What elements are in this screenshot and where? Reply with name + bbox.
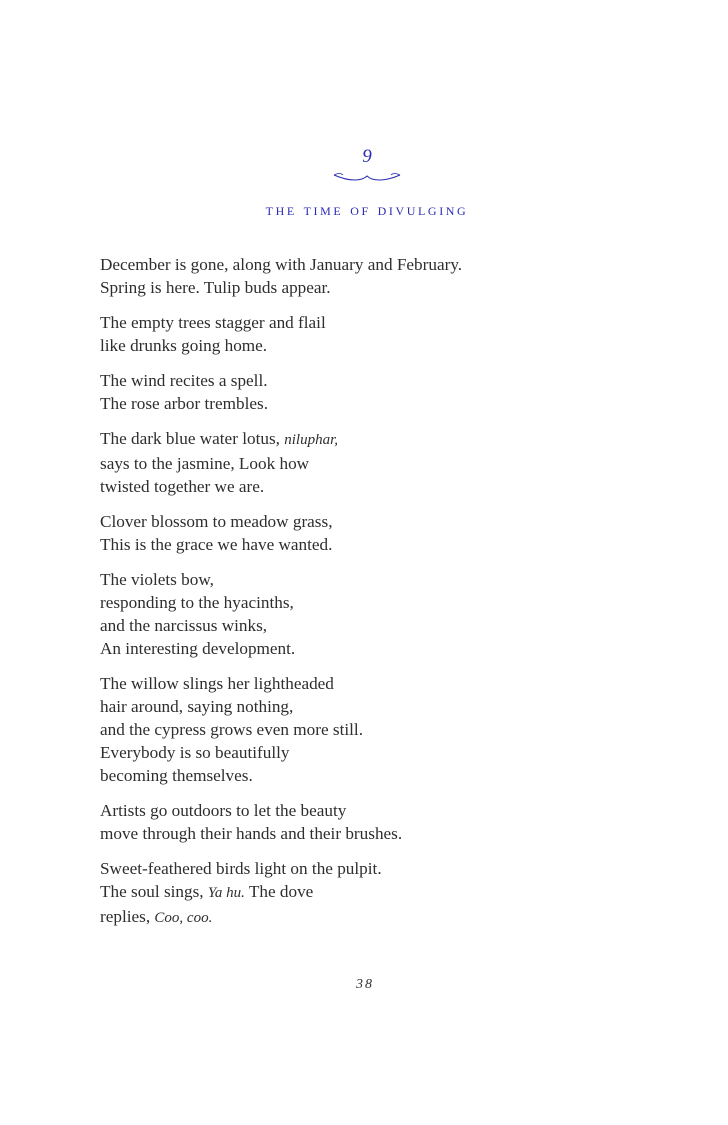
line-text: Sweet-feathered birds light on the pulpit. bbox=[100, 859, 382, 878]
poem-line bbox=[100, 392, 640, 415]
line-text: An interesting development. bbox=[100, 639, 296, 658]
line-text: The rose arbor trembles. bbox=[100, 394, 268, 413]
poem-line bbox=[100, 822, 640, 845]
line-text: becoming themselves. bbox=[100, 766, 253, 785]
stanza bbox=[100, 427, 640, 498]
line-italic-word: Coo, coo. bbox=[154, 910, 213, 926]
stanza bbox=[100, 510, 640, 556]
line-text: and the cypress grows even more still. bbox=[100, 720, 363, 739]
line-text: says to the jasmine, Look how bbox=[100, 454, 310, 473]
ornament-flourish-icon bbox=[332, 169, 402, 183]
poem-line bbox=[100, 591, 640, 614]
line-text: The soul sings, bbox=[100, 882, 208, 901]
poem-line bbox=[100, 614, 640, 637]
poem-line bbox=[100, 880, 640, 905]
poem-line bbox=[100, 253, 640, 276]
poem-line bbox=[100, 452, 640, 475]
line-text: December is gone, along with January and February. bbox=[100, 255, 463, 274]
poem-line bbox=[100, 672, 640, 695]
line-text: Artists go outdoors to let the beauty bbox=[100, 801, 347, 820]
poem-line bbox=[100, 718, 640, 741]
poem-line bbox=[100, 741, 640, 764]
line-text: responding to the hyacinths, bbox=[100, 593, 294, 612]
poem-line bbox=[100, 311, 640, 334]
line-italic-word: Ya hu. bbox=[207, 885, 245, 901]
page-number: 38 bbox=[356, 977, 374, 992]
stanza bbox=[100, 857, 640, 930]
poem-line bbox=[100, 799, 640, 822]
poem-line bbox=[100, 475, 640, 498]
line-text: replies, bbox=[100, 907, 155, 926]
line-text: The wind recites a spell. bbox=[100, 371, 268, 390]
line-text-after: The dove bbox=[244, 882, 314, 901]
poem-line bbox=[100, 764, 640, 787]
poem-line bbox=[100, 637, 640, 660]
poem-line bbox=[100, 695, 640, 718]
line-text: The willow slings her lightheaded bbox=[100, 674, 334, 693]
line-text: Spring is here. Tulip buds appear. bbox=[100, 278, 331, 297]
poem-line bbox=[100, 427, 640, 452]
stanza bbox=[100, 799, 640, 845]
poem-line bbox=[100, 510, 640, 533]
line-text: Clover blossom to meadow grass, bbox=[100, 512, 333, 531]
stanza bbox=[100, 253, 640, 299]
poem-line bbox=[100, 334, 640, 357]
chapter-title: the time of divulging bbox=[265, 200, 469, 219]
chapter-number: 9 bbox=[362, 146, 372, 167]
poem-line bbox=[100, 533, 640, 556]
stanza bbox=[100, 672, 640, 787]
line-text: Everybody is so beautifully bbox=[100, 743, 290, 762]
line-text: like drunks going home. bbox=[100, 336, 268, 355]
poem-body bbox=[100, 253, 640, 942]
stanza bbox=[100, 369, 640, 415]
stanza bbox=[100, 311, 640, 357]
line-text: The violets bow, bbox=[100, 570, 214, 589]
line-text: The empty trees stagger and flail bbox=[100, 313, 326, 332]
line-text: twisted together we are. bbox=[100, 477, 265, 496]
line-text: This is the grace we have wanted. bbox=[100, 535, 333, 554]
poem-line bbox=[100, 276, 640, 299]
line-text: The dark blue water lotus, bbox=[100, 429, 285, 448]
stanza bbox=[100, 568, 640, 660]
poem-line bbox=[100, 568, 640, 591]
poem-line bbox=[100, 369, 640, 392]
line-italic-word: niluphar, bbox=[284, 432, 338, 448]
line-text: move through their hands and their brushes. bbox=[100, 824, 403, 843]
poem-line bbox=[100, 857, 640, 880]
line-text: and the narcissus winks, bbox=[100, 616, 268, 635]
poem-line bbox=[100, 905, 640, 930]
line-text: hair around, saying nothing, bbox=[100, 697, 294, 716]
